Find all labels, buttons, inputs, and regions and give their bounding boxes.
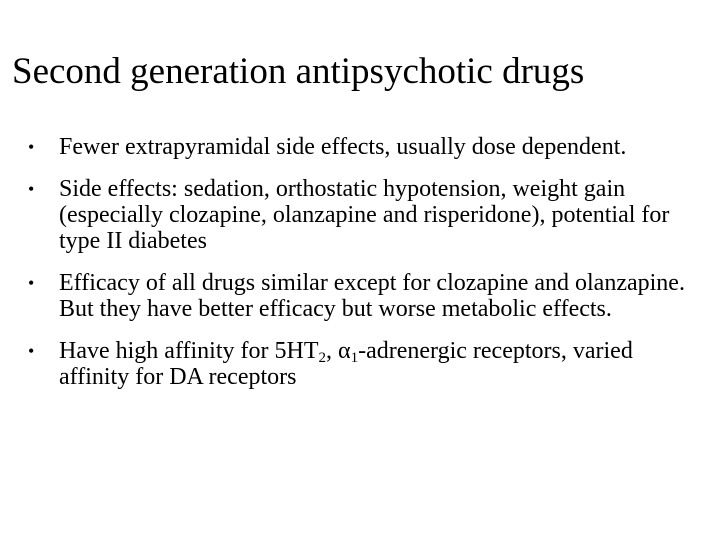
- bullet-text: Side effects: sedation, orthostatic hypotension, weight gain (especially clozapine, olanzapine and risperidone), potential for type II diabetes: [59, 176, 670, 254]
- bullet-marker: •: [28, 273, 35, 293]
- bullet-text: [59, 338, 706, 390]
- bullet-marker: •: [28, 179, 35, 199]
- bullet-text-part: -adrenergic receptors, varied affinity for DA receptors: [59, 338, 633, 390]
- bullet-text-part: Have high affinity for 5HT: [59, 338, 319, 364]
- bullet-item-affinity: [26, 338, 706, 390]
- bullet-item-efficacy: [26, 270, 706, 322]
- bullet-text: Fewer extrapyramidal side effects, usually dose dependent.: [59, 134, 627, 160]
- subscript: 2: [318, 350, 326, 366]
- slide-title: Second generation antipsychotic drugs: [12, 51, 585, 92]
- subscript: 1: [350, 350, 359, 366]
- bullet-item-extrapyramidal: [26, 134, 706, 160]
- bullet-list: [26, 134, 706, 406]
- bullet-text-part: , α: [326, 338, 351, 364]
- bullet-item-side-effects: [26, 176, 706, 254]
- bullet-marker: •: [28, 341, 35, 361]
- bullet-text: Efficacy of all drugs similar except for clozapine and olanzapine. But they have better efficacy but worse metabolic effects.: [59, 270, 685, 322]
- bullet-marker: •: [28, 137, 35, 157]
